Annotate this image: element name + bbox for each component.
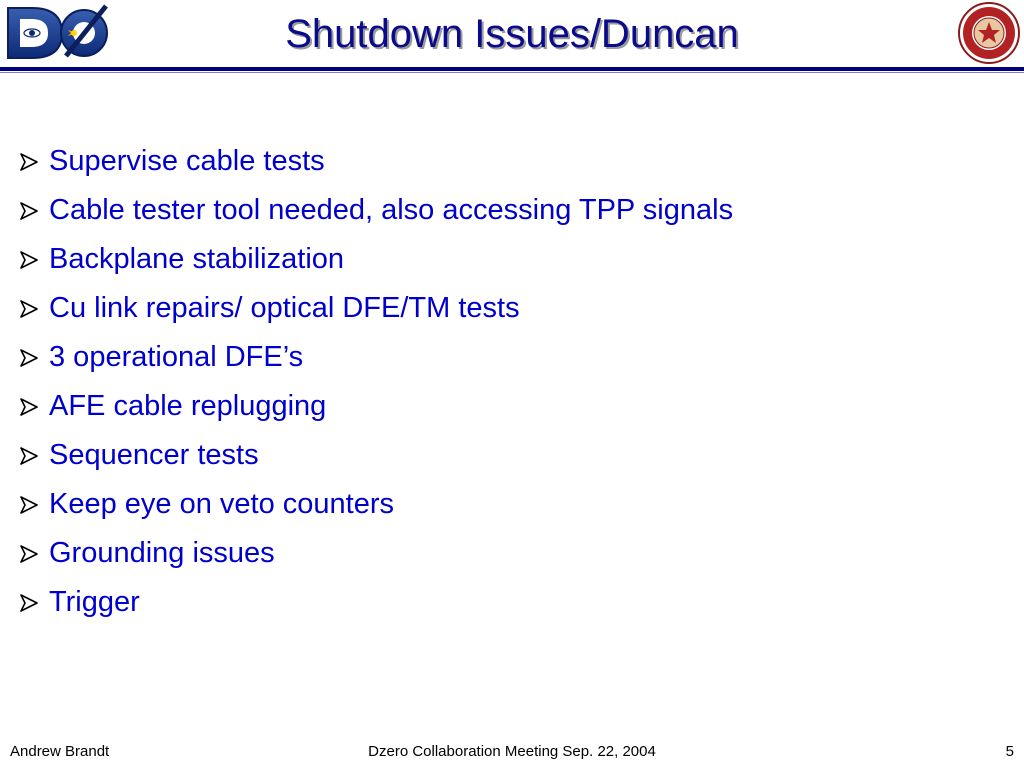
bullet-text: Cu link repairs/ optical DFE/TM tests xyxy=(49,292,520,324)
bullet-item xyxy=(18,529,733,578)
bullet-item xyxy=(18,578,733,627)
footer-author: Andrew Brandt xyxy=(10,743,110,760)
bullet-text: Backplane stabilization xyxy=(49,243,345,275)
bullet-item xyxy=(18,284,733,333)
arrow-bullet-icon xyxy=(18,543,40,565)
bullet-item xyxy=(18,333,733,382)
bullet-text: Keep eye on veto counters xyxy=(49,488,395,520)
bullet-text: Grounding issues xyxy=(49,537,275,569)
arrow-bullet-icon xyxy=(18,249,40,271)
arrow-bullet-icon xyxy=(18,200,40,222)
bullet-text: Sequencer tests xyxy=(49,439,259,471)
bullet-text: AFE cable replugging xyxy=(49,390,327,422)
bullet-item xyxy=(18,235,733,284)
arrow-bullet-icon xyxy=(18,151,40,173)
bullet-text: Trigger xyxy=(49,586,140,618)
bullet-text: Cable tester tool needed, also accessing TPP signals xyxy=(49,194,734,226)
slide-title: Shutdown Issues/Duncan xyxy=(285,12,739,56)
bullet-text: 3 operational DFE’s xyxy=(49,341,304,373)
arrow-bullet-icon xyxy=(18,298,40,320)
footer-page-number: 5 xyxy=(1005,743,1014,760)
title-divider-shadow xyxy=(0,72,1024,73)
bullet-item xyxy=(18,186,733,235)
bullet-text: Supervise cable tests xyxy=(49,145,325,177)
arrow-bullet-icon xyxy=(18,396,40,418)
bullet-item xyxy=(18,480,733,529)
footer-event: Dzero Collaboration Meeting Sep. 22, 2004 xyxy=(368,743,656,760)
arrow-bullet-icon xyxy=(18,592,40,614)
bullet-item xyxy=(18,137,733,186)
arrow-bullet-icon xyxy=(18,347,40,369)
arrow-bullet-icon xyxy=(18,494,40,516)
university-seal-logo xyxy=(958,2,1020,64)
title-divider xyxy=(0,67,1024,71)
bullet-item xyxy=(18,382,733,431)
arrow-bullet-icon xyxy=(18,445,40,467)
bullet-item xyxy=(18,431,733,480)
bullet-list xyxy=(18,137,733,627)
